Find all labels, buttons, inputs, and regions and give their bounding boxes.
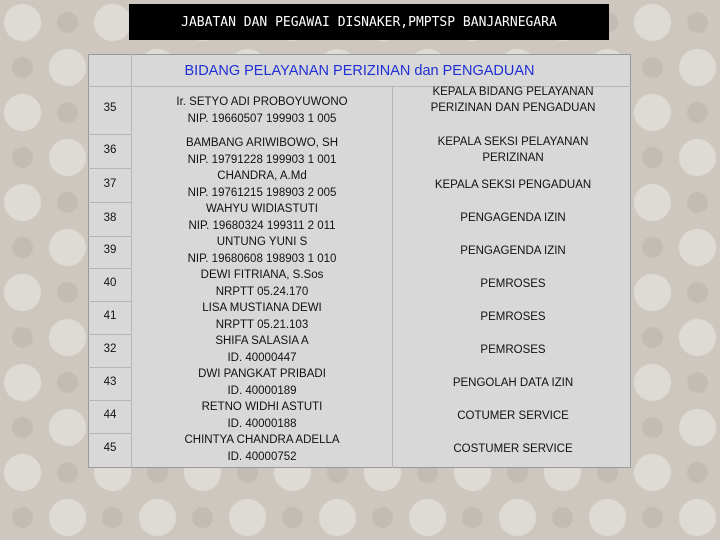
row-number: 38 (103, 212, 117, 224)
employee-id: NIP. 19791228 199903 1 001 (187, 153, 337, 166)
employee-id: ID. 40000188 (227, 417, 297, 430)
employee-id: ID. 40000189 (227, 384, 297, 397)
employee-id: NIP. 19680324 199311 2 011 (188, 219, 336, 232)
row-number: 41 (103, 310, 117, 322)
row-divider (88, 334, 131, 335)
employee-name: CHANDRA, A.Md (217, 170, 307, 182)
employee-id: ID. 40000752 (227, 450, 297, 463)
employee-name: DEWI FITRIANA, S.Sos (200, 269, 324, 281)
employee-name: RETNO WIDHI ASTUTI (201, 401, 323, 413)
row-divider (88, 433, 131, 434)
row-divider (88, 236, 131, 237)
employee-id: NIP. 19680608 198903 1 010 (187, 252, 337, 265)
employee-id: NIP. 19761215 198903 2 005 (187, 186, 337, 199)
row-divider (88, 268, 131, 269)
row-number: 45 (103, 442, 117, 454)
employee-name: Ir. SETYO ADI PROBOYUWONO (176, 96, 348, 108)
row-number: 35 (103, 102, 117, 114)
employee-id: NRPTT 05.21.103 (215, 318, 309, 331)
position-title: PEMROSES (480, 278, 546, 290)
employee-name: SHIFA SALASIA A (215, 335, 309, 347)
section-title: BIDANG PELAYANAN PERIZINAN dan PENGADUAN (184, 63, 535, 79)
position-title: KEPALA BIDANG PELAYANAN PERIZINAN DAN PENGADUAN (430, 86, 596, 114)
position-title: PEMROSES (480, 344, 546, 356)
column-divider (131, 54, 132, 468)
position-title: COSTUMER SERVICE (453, 443, 573, 455)
position-title: PENGAGENDA IZIN (460, 245, 566, 257)
position-title: PEMROSES (480, 311, 546, 323)
page-title: JABATAN DAN PEGAWAI DISNAKER,PMPTSP BANJARNEGARA (129, 4, 609, 40)
row-divider (88, 202, 131, 203)
position-title: PENGOLAH DATA IZIN (452, 377, 574, 389)
position-title: KEPALA SEKSI PELAYANAN PERIZINAN (437, 136, 589, 164)
row-number: 40 (103, 277, 117, 289)
row-number: 32 (103, 343, 117, 355)
row-number: 37 (103, 178, 117, 190)
position-title: COTUMER SERVICE (457, 410, 569, 422)
employee-id: NRPTT 05.24.170 (215, 285, 309, 298)
employee-id: NIP. 19660507 199903 1 005 (187, 113, 337, 125)
employee-id: ID. 40000447 (227, 351, 297, 364)
employee-name: BAMBANG ARIWIBOWO, SH (185, 137, 339, 149)
row-divider (88, 400, 131, 401)
row-divider (88, 168, 131, 169)
row-divider (88, 367, 131, 368)
employee-name: LISA MUSTIANA DEWI (202, 302, 322, 314)
row-divider (88, 134, 131, 135)
row-divider (88, 301, 131, 302)
employee-name: DWI PANGKAT PRIBADI (198, 368, 326, 380)
employee-name: UNTUNG YUNI S (216, 236, 308, 248)
position-title: PENGAGENDA IZIN (460, 212, 566, 224)
row-number: 39 (103, 244, 117, 256)
row-number: 36 (103, 144, 117, 156)
position-title: KEPALA SEKSI PENGADUAN (434, 179, 592, 191)
row-number: 43 (103, 376, 117, 388)
column-divider (392, 86, 393, 468)
employee-name: CHINTYA CHANDRA ADELLA (184, 434, 340, 446)
row-number: 44 (103, 409, 117, 421)
employee-name: WAHYU WIDIASTUTI (205, 203, 318, 215)
